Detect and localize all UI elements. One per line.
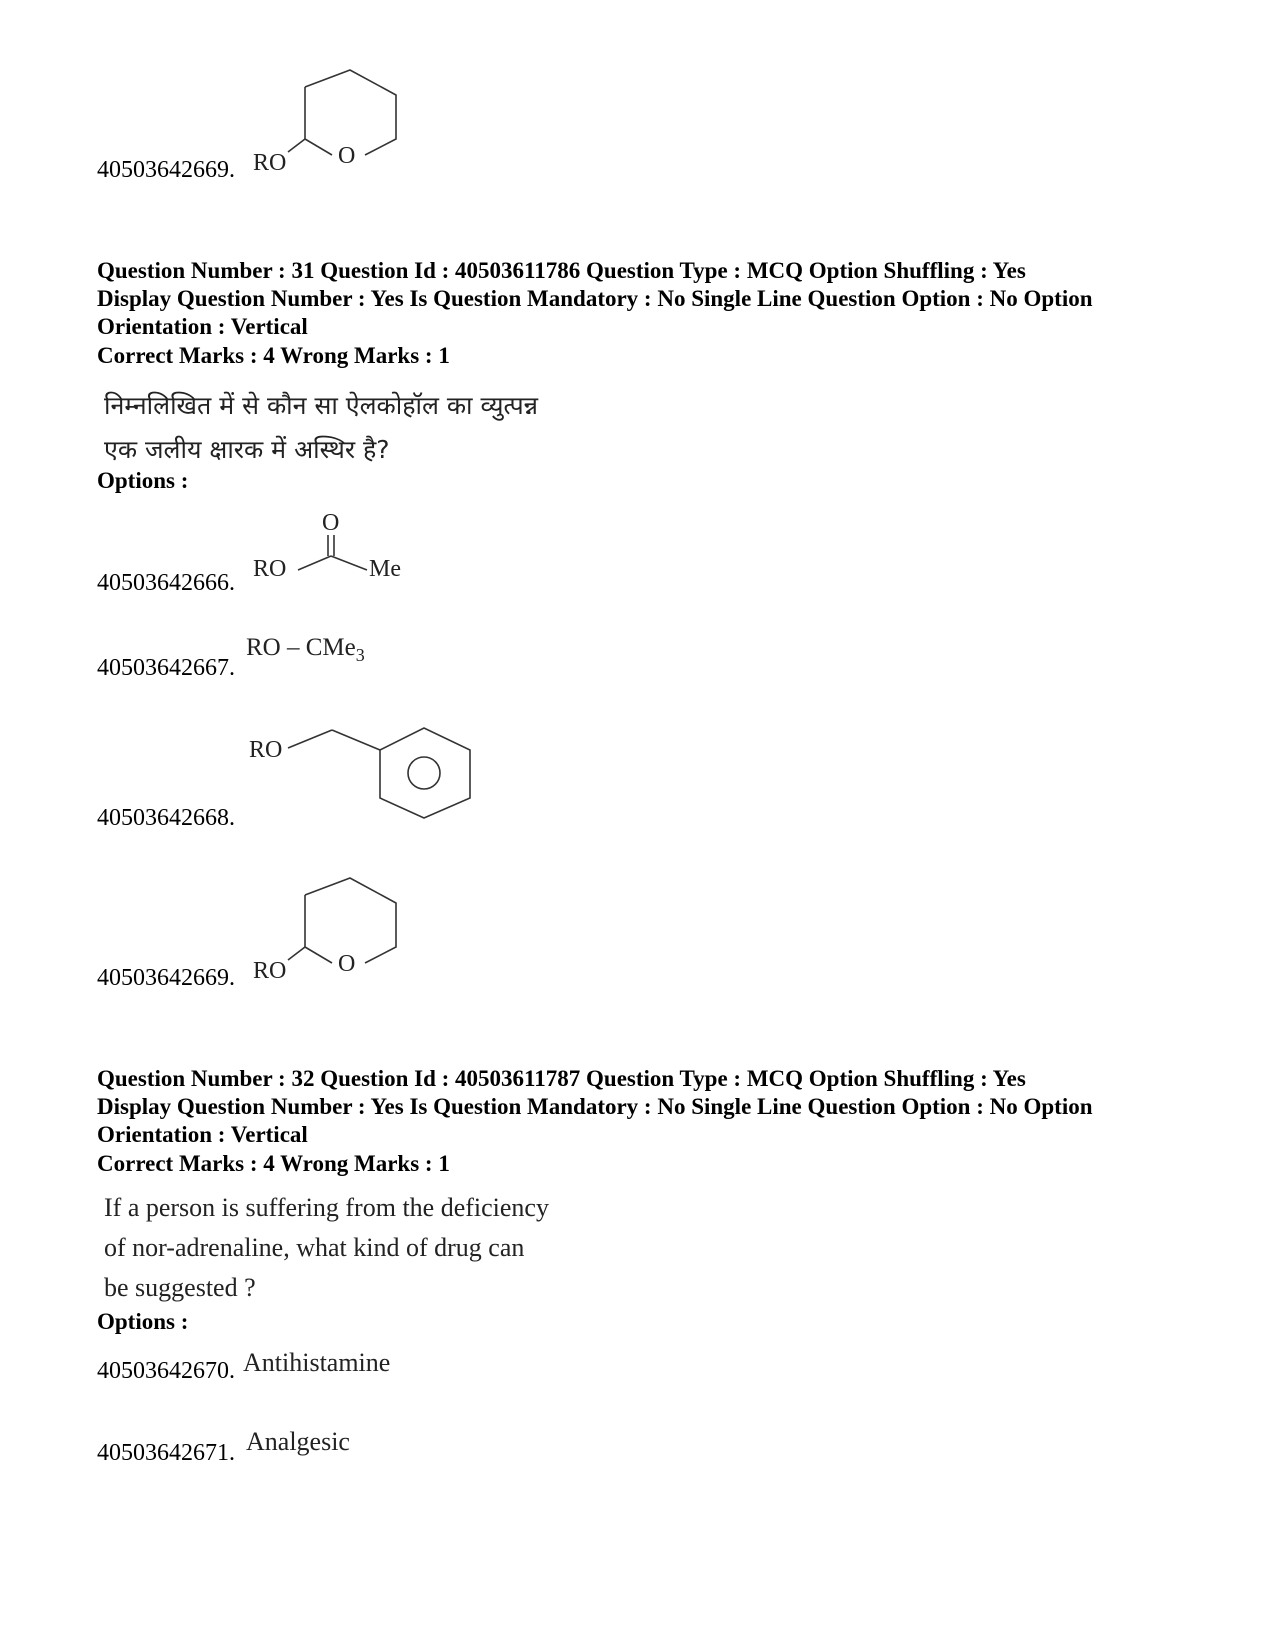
- question-32-text: [104, 1188, 549, 1308]
- option-text: Antihistamine: [243, 1348, 391, 1377]
- question-32-marks: Correct Marks : 4 Wrong Marks : 1: [97, 1151, 450, 1176]
- formula-subscript: 3: [355, 645, 365, 665]
- meta-line: Question Number : 32 Question Id : 40503611787 Question Type : MCQ Option Shuffling : Yes: [97, 1066, 1026, 1091]
- question-31-metadata: [97, 257, 1197, 341]
- question-text-line: एक जलीय क्षारक में अस्थिर है?: [104, 435, 390, 464]
- question-31-marks: Correct Marks : 4 Wrong Marks : 1: [97, 343, 450, 368]
- ro-label: RO: [253, 150, 287, 176]
- ro-label: RO: [253, 958, 287, 984]
- meta-line: Question Number : 31 Question Id : 40503611786 Question Type : MCQ Option Shuffling : Yes: [97, 258, 1026, 283]
- methyl-label: Me: [369, 556, 401, 582]
- question-text-line: of nor-adrenaline, what kind of drug can: [104, 1233, 525, 1262]
- benzyl-ether-structure: [246, 722, 486, 827]
- question-text-line: If a person is suffering from the deficiency: [104, 1193, 549, 1222]
- ro-label: RO: [249, 737, 283, 763]
- option-id: 40503642669.: [97, 965, 235, 991]
- options-label: Options :: [97, 1309, 189, 1334]
- question-text-line: be suggested ?: [104, 1273, 256, 1302]
- question-text-line: निम्नलिखित में से कौन सा ऐलकोहॉल का व्युत्पन्न: [104, 391, 538, 420]
- question-31-text: [104, 384, 538, 472]
- ro-label: RO: [253, 556, 287, 582]
- ring-oxygen-label: O: [338, 143, 356, 169]
- option-id: 40503642666.: [97, 570, 235, 596]
- option-id: 40503642670.: [97, 1358, 235, 1384]
- carbonyl-oxygen-label: O: [322, 510, 340, 536]
- meta-line: Display Question Number : Yes Is Question Mandatory : No Single Line Question Option : No Option: [97, 286, 1093, 311]
- option-id: 40503642671.: [97, 1440, 235, 1466]
- acetate-ester-structure: [250, 508, 430, 588]
- meta-line: Orientation : Vertical: [97, 314, 308, 339]
- ring-oxygen-label: O: [338, 951, 356, 977]
- tetrahydropyranyl-ether-structure: [250, 870, 420, 990]
- tert-butyl-ether-formula: [246, 634, 365, 666]
- option-id: 40503642669.: [97, 157, 235, 183]
- options-label: Options :: [97, 468, 189, 493]
- question-32-metadata: [97, 1065, 1197, 1149]
- option-id: 40503642667.: [97, 655, 235, 681]
- meta-line: Display Question Number : Yes Is Question Mandatory : No Single Line Question Option : No Option: [97, 1094, 1093, 1119]
- tetrahydropyranyl-ether-structure: [250, 62, 420, 182]
- meta-line: Orientation : Vertical: [97, 1122, 308, 1147]
- formula-main: RO – CMe: [246, 634, 356, 661]
- option-id: 40503642668.: [97, 805, 235, 831]
- option-text: Analgesic: [246, 1427, 350, 1456]
